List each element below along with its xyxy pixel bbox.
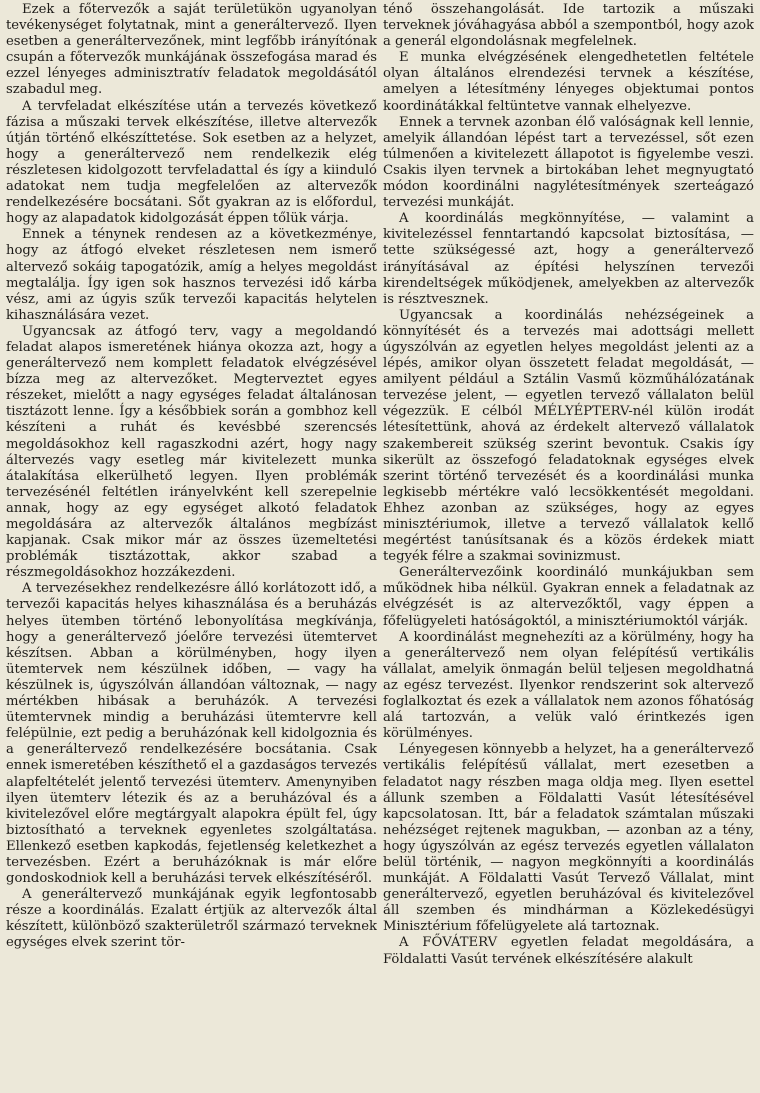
paragraph: A FŐVÁTERV egyetlen feladat megoldására, a Földalatti Vasút tervének elkészítésére alakult (383, 935, 754, 967)
paragraph: Generáltervezőink koordináló munkájukban sem működnek hiba nélkül. Gyakran ennek a feladatnak az elvégzését is az altervezőktől, vagy éppen a főfelügyeleti hatóságoktól, a minisztériumoktól várják. (383, 565, 754, 629)
paragraph: Ugyancsak az átfogó terv, vagy a megoldandó feladat alapos ismeretének hiánya okozza azt, hogy a generáltervező nem komplett feladatok elvégzésével bízza meg az altervezőket. Megterveztet egyes részeket, mielőtt a nagy egységes feladat általánosan tisztázott lenne. Így a későbbiek során a gombhoz kell készíteni a ruhát és kevésbbé szerencsés megoldásokhoz kell ragaszkodni azért, hogy nagy áltervezés vagy esetleg már kivitelezett munka átalakítása elkerülhető legyen. Ilyen problémák tervezésénél feltétlen irányelvként kell szerepelnie annak, hogy az egy egységet alkotó feladatok megoldására az altervezők általános megbízást kapjanak. Csak mikor már az összes üzemeltetési problémák tisztázottak, akkor szabad a részmegoldásokhoz hozzákezdeni. (6, 323, 377, 581)
paragraph: A koordinálás megkönnyítése, — valamint a kivitelezéssel fenntartandó kapcsolat biztosítása, — tette szükségessé azt, hogy a generáltervező irányításával az építési helyszínen tervezői kirendeltségek működjenek, amelyekben az altervezők is résztvesznek. (383, 211, 754, 307)
right-column (383, 2, 754, 1093)
paragraph: Ennek a tervnek azonban élő valóságnak kell lennie, amelyik állandóan lépést tart a tervezéssel, sőt ezen túlmenően a kivitelezett állapotot is figyelembe veszi. Csakis ilyen tervnek a birtokában lehet megnyugtató módon koordinálni nagylétesítmények szerteágazó tervezési munkáját. (383, 114, 754, 211)
paragraph: ténő összehangolását. Ide tartozik a műszaki terveknek jóváhagyása abból a szempontból, hogy azok a generál elgondolásnak megfelelnek. (383, 2, 754, 50)
paragraph: E munka elvégzésének elengedhetetlen feltétele olyan általános elrendezési tervnek a készítése, amelyen a létesítmény lényeges objektumai pontos koordinátákkal feltüntetve vannak elhelyezve. (383, 50, 754, 114)
paragraph: A koordinálást megnehezíti az a körülmény, hogy ha a generáltervező nem olyan felépítésű vertikális vállalat, amelyik önmagán belül teljesen megoldhatná az egész tervezést. Ilyenkor rendszerint sok altervező foglalkoztat és ezek a vállalatok nem azonos főhatóság alá tartozván, a velük való érintkezés igen körülményes. (383, 629, 754, 742)
paragraph: A tervezésekhez rendelkezésre álló korlátozott idő, a tervezői kapacitás helyes kihasználása és a beruházás helyes ütemben történő lebonyolítása megkívánja, hogy a generáltervező jóelőre tervezési ütemtervet készítsen. Abban a körülményben, hogy ilyen ütemtervek nem készülnek időben, — vagy ha készülnek is, úgyszólván állandóan változnak, — nagy mértékben hibásak a beruházók. A tervezési ütemtervnek mindig a beruházási ütemtervre kell felépülnie, ezt pedig a beruházónak kell kidolgoznia és a generáltervező rendelkezésére bocsátania. Csak ennek ismeretében készíthető el a gazdaságos tervezés alapfeltételét jelentő tervezési ütemterv. Amenynyiben ilyen ütemterv létezik és az a beruházóval és a kivitelezővel előre megtárgyalt alapokra épült fel, úgy biztosítható a terveknek egyenletes szolgáltatása. Ellenkező esetben kapkodás, fejetlenség keletkezhet a tervezésben. Ezért a beruházóknak is már előre gondoskodniok kell a beruházási tervek elkészítéséről. (6, 581, 377, 887)
paragraph: A generáltervező munkájának egyik legfontosabb része a koordinálás. Ezalatt értjük az altervezők által készített, különböző szakterületről származó terveknek egységes elvek szerint tör- (6, 887, 377, 951)
paragraph: Lényegesen könnyebb a helyzet, ha a generáltervező vertikális felépítésű vállalat, mert ezesetben a feladatot nagy részben maga oldja meg. Ilyen esettel állunk szemben a Földalatti Vasút létesítésével kapcsolatosan. Itt, bár a feladatok számtalan műszaki nehézséget rejtenek magukban, — azonban az a tény, hogy úgyszólván az egész tervezés egyetlen vállalaton belül történik, — nagyon megkönnyíti a koordinálás munkáját. A Földalatti Vasút Tervező Vállalat, mint generáltervező, egyetlen beruházóval és kivitelezővel áll szemben és mindhárman a Közlekedésügyi Minisztérium főfelügyelete alá tartoznak. (383, 742, 754, 935)
paragraph: Ezek a főtervezők a saját területükön ugyanolyan tevékenységet folytatnak, mint a generáltervező. Ilyen esetben a generáltervezőnek, mint legfőbb irányítónak csupán a főtervezők munkájának összefogása marad és ezzel lényeges adminisztratív feladatok megoldásától szabadul meg. (6, 2, 377, 98)
column-gutter (380, 2, 381, 1093)
paragraph: Ugyancsak a koordinálás nehézségeinek a könnyítését és a tervezés mai adottsági mellett úgyszólván az egyetlen helyes megoldást jelenti az a lépés, amikor olyan összetett feladat megoldását, — amilyent például a Sztálin Vasmű közműhálózatának tervezése jelent, — egyetlen tervező vállalaton belül végezzük. E célból MÉLYÉPTERV-nél külön irodát létesítettünk, ahová az érdekelt altervező vállalatok szakembereit szükség szerint bevontuk. Csakis így sikerült az összefogó feladatoknak egységes elvek szerint történő tervezését és a koordinálási munka legkisebb mértékre való lecsökkentését megoldani. Ehhez azonban az szükséges, hogy az egyes minisztériumok, illetve a tervező vállalatok kellő megértést tanúsítsanak és a közös érdekek miatt tegyék félre a szakmai sovinizmust. (383, 307, 754, 565)
paragraph: Ennek a ténynek rendesen az a következménye, hogy az átfogó elveket részletesen nem ismerő altervező sokáig tapogatózik, amíg a helyes megoldást megtalálja. Így igen sok hasznos tervezési idő kárba vész, ami az úgyis szűk tervezői kapacitás helytelen kihasználására vezet. (6, 227, 377, 323)
left-column (6, 2, 377, 1093)
paragraph: A tervfeladat elkészítése után a tervezés következő fázisa a műszaki tervek elkészítése, illetve altervezők útján történő elkészíttetése. Sok esetben az a helyzet, hogy a generáltervező nem rendelkezik elég részletesen kidolgozott tervfeladattal és így a kiinduló adatokat nem tudja megfelelően az altervezők rendelkezésére bocsátani. Sőt gyakran az is előfordul, hogy az alapadatok kidolgozását éppen tőlük várja. (6, 98, 377, 227)
